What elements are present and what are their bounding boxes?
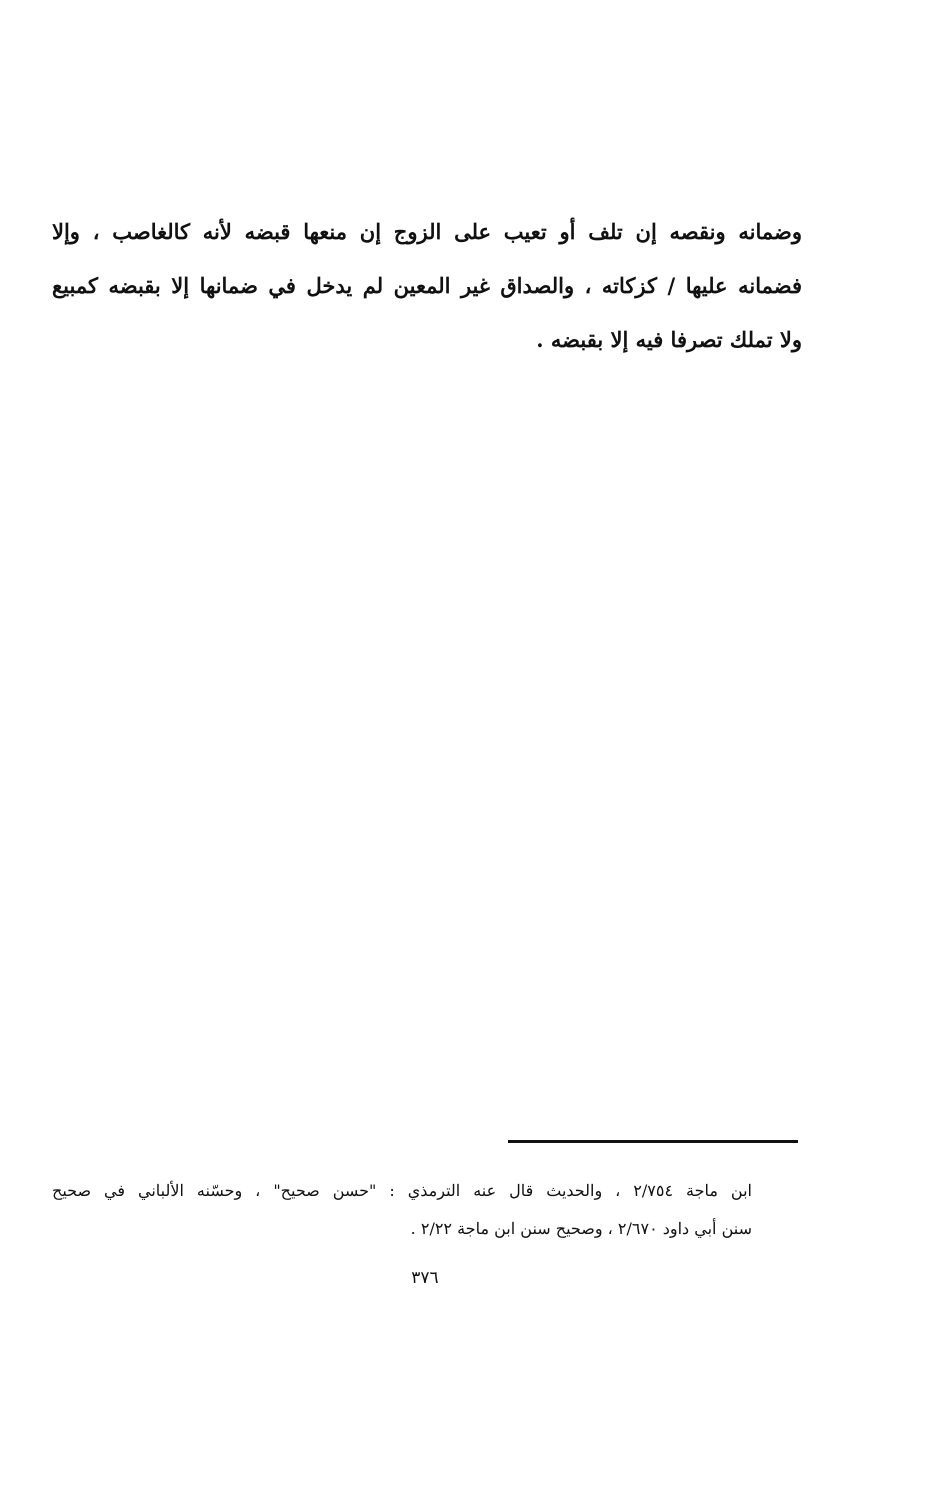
footnote-line-2: سنن أبي داود ٢/٦٧٠ ، وصحيح سنن ابن ماجة ٢/٢٢ . bbox=[410, 1219, 752, 1238]
main-text bbox=[52, 205, 802, 367]
page-number: ٣٧٦ bbox=[411, 1268, 439, 1288]
main-text-line-3: ولا تملك تصرفا فيه إلا بقبضه . bbox=[536, 327, 802, 352]
main-text-line-1: وضمانه ونقصه إن تلف أو تعيب على الزوج إن منعها قبضه لأنه كالغاصب ، وإلا bbox=[52, 219, 802, 244]
footnote bbox=[52, 1172, 752, 1248]
main-text-line-2: فضمانه عليها / كزكاته ، والصداق غير المعين لم يدخل في ضمانها إلا بقبضه كمبيع bbox=[52, 273, 802, 298]
footnote-line-1: ابن ماجة ٢/٧٥٤ ، والحديث قال عنه الترمذي : "حسن صحيح" ، وحسّنه الألباني في صحيح bbox=[52, 1181, 752, 1200]
footnote-separator bbox=[508, 1140, 798, 1143]
